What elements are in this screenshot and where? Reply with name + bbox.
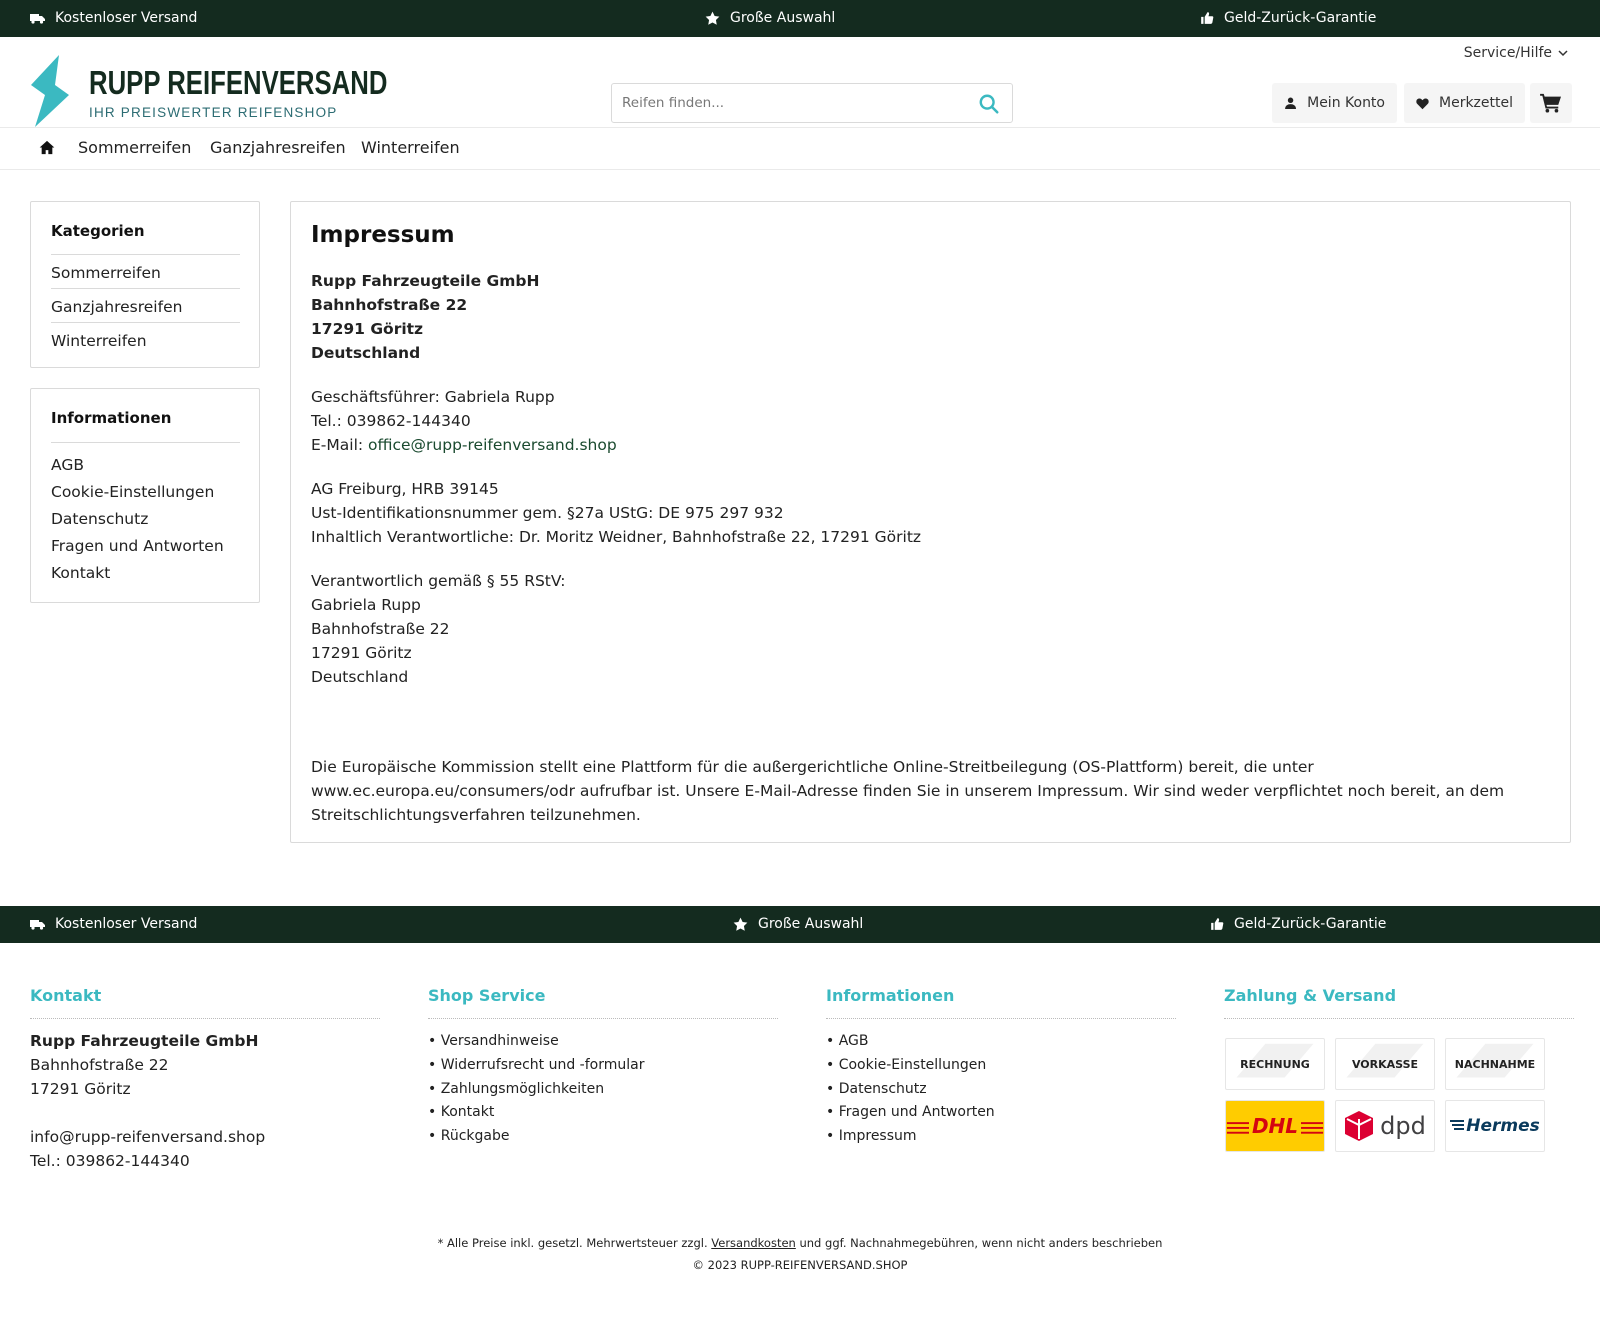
sidebar-item-faq[interactable]: Fragen und Antworten <box>51 537 224 555</box>
footer-link-agb[interactable]: • AGB <box>826 1033 869 1049</box>
usp-label: Geld-Zurück-Garantie <box>1224 10 1377 26</box>
footer-contact <box>30 986 380 1170</box>
usp-label: Geld-Zurück-Garantie <box>1234 916 1387 932</box>
link-label: Datenschutz <box>838 1081 927 1097</box>
carrier-label: Hermes <box>1466 1116 1540 1136</box>
main-navigation <box>0 128 1600 170</box>
divider <box>51 288 240 289</box>
divider <box>51 442 240 443</box>
usp-guarantee <box>1200 10 1376 26</box>
logo-tagline: IHR PREISWERTER REIFENSHOP <box>89 105 338 120</box>
copyright: © 2023 RUPP-REIFENVERSAND.SHOP <box>692 1258 908 1272</box>
carrier-label: DHL <box>1249 1114 1301 1138</box>
carrier-dhl <box>1225 1100 1325 1152</box>
link-label: Rückgabe <box>440 1128 510 1144</box>
account-label: Mein Konto <box>1307 95 1385 111</box>
truck-icon <box>30 919 45 930</box>
sidebar-informationen <box>30 388 260 603</box>
footer-street: Bahnhofstraße 22 <box>30 1056 169 1074</box>
legal-prefix: * Alle Preise inkl. gesetzl. Mehrwertsteuer zzgl. <box>437 1236 712 1250</box>
rstv-name: Gabriela Rupp <box>311 596 421 614</box>
top-usp-bar <box>0 0 1600 37</box>
carrier-dpd <box>1335 1100 1435 1152</box>
footer-link-datenschutz[interactable]: • Datenschutz <box>826 1081 927 1097</box>
home-icon[interactable] <box>39 140 55 155</box>
usp-selection <box>705 10 835 26</box>
footer-link-widerrufsrecht[interactable]: • Widerrufsrecht und -formular <box>428 1057 645 1073</box>
email-line <box>311 436 617 454</box>
divider <box>51 322 240 323</box>
footer-link-faq[interactable]: • Fragen und Antworten <box>826 1104 995 1120</box>
footer-link-cookie[interactable]: • Cookie-Einstellungen <box>826 1057 987 1073</box>
service-help-dropdown[interactable] <box>1464 45 1568 61</box>
dpd-cube-icon <box>1344 1110 1374 1142</box>
cart-icon <box>1540 93 1562 113</box>
usp-label: Kostenloser Versand <box>55 916 198 932</box>
search-box <box>611 83 1013 123</box>
legal-suffix: und ggf. Nachnahmegebühren, wenn nicht anders beschrieben <box>795 1236 1163 1250</box>
payment-label: RECHNUNG <box>1240 1057 1310 1071</box>
rstv-street: Bahnhofstraße 22 <box>311 620 450 638</box>
lightning-logo-icon <box>29 55 71 127</box>
sidebar-categories-title: Kategorien <box>51 222 145 240</box>
footer-informationen <box>826 986 1176 1144</box>
cart-button[interactable] <box>1530 83 1572 123</box>
sidebar-item-agb[interactable]: AGB <box>51 456 84 474</box>
link-label: Fragen und Antworten <box>838 1104 995 1120</box>
footer-link-kontakt[interactable]: • Kontakt <box>428 1104 495 1120</box>
logo-brand-name: RUPP REIFENVERSAND <box>89 64 388 101</box>
chevron-down-icon <box>1558 50 1568 57</box>
footer-phone: Tel.: 039862-144340 <box>30 1152 190 1170</box>
footer-shop-service <box>428 986 778 1144</box>
footer-shop-service-title: Shop Service <box>428 986 546 1005</box>
sidebar-item-cookie-einstellungen[interactable]: Cookie-Einstellungen <box>51 483 215 501</box>
sidebar-item-sommerreifen[interactable]: Sommerreifen <box>51 264 161 282</box>
nav-item-winterreifen[interactable]: Winterreifen <box>361 138 460 157</box>
payment-label: NACHNAHME <box>1454 1057 1536 1071</box>
footer-info-title: Informationen <box>826 986 955 1005</box>
search-icon[interactable] <box>978 93 1000 115</box>
footer-city: 17291 Göritz <box>30 1080 131 1098</box>
link-label: Cookie-Einstellungen <box>838 1057 987 1073</box>
rstv-title: Verantwortlich gemäß § 55 RStV: <box>311 572 566 590</box>
sidebar-info-title: Informationen <box>51 409 172 427</box>
court-line: AG Freiburg, HRB 39145 <box>311 480 499 498</box>
impressum-content <box>290 201 1571 843</box>
sidebar-item-datenschutz[interactable]: Datenschutz <box>51 510 149 528</box>
link-label: Kontakt <box>440 1104 495 1120</box>
hermes-wing-icon <box>1450 1120 1464 1132</box>
rstv-city: 17291 Göritz <box>311 644 412 662</box>
company-street: Bahnhofstraße 22 <box>311 296 468 314</box>
payment-rechnung <box>1225 1038 1325 1090</box>
footer-link-zahlungsmoeglichkeiten[interactable]: • Zahlungsmöglichkeiten <box>428 1081 605 1097</box>
divider <box>51 254 240 255</box>
rstv-country: Deutschland <box>311 668 409 686</box>
usp-label: Große Auswahl <box>730 10 836 26</box>
footer-usp-bar <box>0 906 1600 943</box>
footer-email[interactable]: info@rupp-reifenversand.shop <box>30 1128 266 1146</box>
service-help-label: Service/Hilfe <box>1463 45 1552 61</box>
site-header <box>0 37 1600 128</box>
ceo-line: Geschäftsführer: Gabriela Rupp <box>311 388 555 406</box>
usp-shipping <box>30 916 197 932</box>
company-name: Rupp Fahrzeugteile GmbH <box>311 272 540 290</box>
page-title: Impressum <box>311 222 455 248</box>
logo[interactable] <box>29 55 388 127</box>
footer-link-impressum[interactable]: • Impressum <box>826 1128 917 1144</box>
footer-link-rueckgabe[interactable]: • Rückgabe <box>428 1128 510 1144</box>
star-icon <box>733 917 748 932</box>
responsible-line: Inhaltlich Verantwortliche: Dr. Moritz Weidner, Bahnhofstraße 22, 17291 Göritz <box>311 528 922 546</box>
nav-item-sommerreifen[interactable]: Sommerreifen <box>78 138 192 157</box>
payment-nachnahme <box>1445 1038 1545 1090</box>
sidebar-item-ganzjahresreifen[interactable]: Ganzjahresreifen <box>51 298 183 316</box>
footer-contact-title: Kontakt <box>30 986 102 1005</box>
footer-link-versandhinweise[interactable]: • Versandhinweise <box>428 1033 559 1049</box>
link-label: Zahlungsmöglichkeiten <box>440 1081 605 1097</box>
os-platform-text: Die Europäische Kommission stellt eine Plattform für die außergerichtliche Online-Streitbeilegung (OS-Plattform) bereit, die unter www.ec.europa.eu/consumers/odr aufrufbar ist. Unsere E-Mail-Adresse finden Sie in unserem Impressum. Wir sind weder verpflichtet noch bereit, an dem Streitschlichtungsverfahren teilzunehmen. <box>311 758 1505 824</box>
link-label: Impressum <box>838 1128 917 1144</box>
payment-label: VORKASSE <box>1351 1057 1419 1071</box>
carrier-hermes <box>1445 1100 1545 1152</box>
payment-vorkasse <box>1335 1038 1435 1090</box>
sidebar-item-winterreifen[interactable]: Winterreifen <box>51 332 147 350</box>
link-label: AGB <box>838 1033 869 1049</box>
email-link[interactable]: office@rupp-reifenversand.shop <box>368 436 617 454</box>
wishlist-label: Merkzettel <box>1439 95 1513 111</box>
sidebar-item-kontakt[interactable]: Kontakt <box>51 564 111 582</box>
carrier-label: dpd <box>1380 1112 1426 1140</box>
footer-zahlung-versand <box>1224 986 1574 1140</box>
star-icon <box>705 11 720 26</box>
usp-label: Kostenloser Versand <box>55 10 198 26</box>
shipping-costs-link[interactable]: Versandkosten <box>711 1236 796 1250</box>
user-icon <box>1284 93 1297 113</box>
usp-label: Große Auswahl <box>758 916 864 932</box>
wishlist-button[interactable] <box>1404 83 1525 123</box>
company-country: Deutschland <box>311 344 421 362</box>
link-label: Versandhinweise <box>440 1033 559 1049</box>
divider <box>826 1018 1176 1019</box>
divider <box>428 1018 778 1019</box>
usp-guarantee <box>1210 916 1386 932</box>
truck-icon <box>30 13 45 24</box>
company-city: 17291 Göritz <box>311 320 424 338</box>
footer-company: Rupp Fahrzeugteile GmbH <box>30 1032 259 1050</box>
nav-item-ganzjahresreifen[interactable]: Ganzjahresreifen <box>210 138 346 157</box>
account-button[interactable] <box>1272 83 1397 123</box>
thumbs-up-icon <box>1210 917 1224 931</box>
phone-line: Tel.: 039862-144340 <box>311 412 471 430</box>
search-input[interactable] <box>612 84 962 122</box>
sidebar-categories <box>30 201 260 368</box>
legal-note <box>0 1236 1600 1250</box>
footer-payment-title: Zahlung & Versand <box>1224 986 1397 1005</box>
link-label: Widerrufsrecht und -formular <box>440 1057 645 1073</box>
vat-line: Ust-Identifikationsnummer gem. §27a UStG: DE 975 297 932 <box>311 504 784 522</box>
divider <box>1224 1018 1574 1019</box>
divider <box>30 1018 380 1019</box>
usp-shipping <box>30 10 197 26</box>
email-prefix: E-Mail: <box>311 436 369 454</box>
usp-selection <box>733 916 863 932</box>
heart-icon <box>1416 94 1429 113</box>
thumbs-up-icon <box>1200 11 1214 25</box>
